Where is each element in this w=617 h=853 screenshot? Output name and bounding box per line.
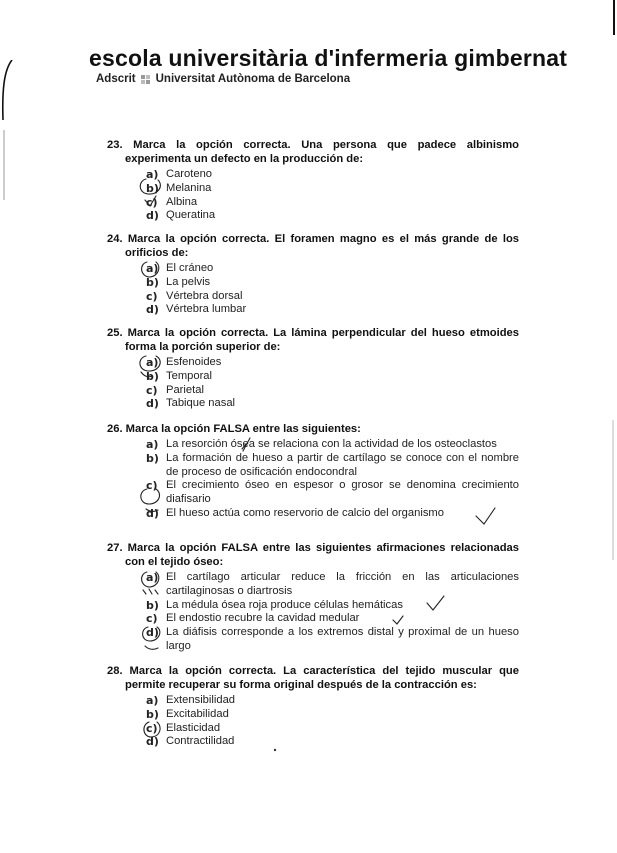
option-letter: c) [146,195,158,209]
school-name: escola universitària d'infermeria gimbernat [89,45,568,71]
question-23 [107,138,519,223]
option-c[interactable] [146,196,519,210]
option-d[interactable] [146,303,519,317]
option-letter: c) [146,289,158,303]
option-letter: a) [146,438,159,451]
option-text: Contractilidad [166,735,235,748]
option-text: Vértebra lumbar [166,303,247,316]
option-b[interactable] [146,276,519,290]
affiliation-prefix: Adscrit [96,73,136,85]
option-a[interactable] [146,262,519,276]
option-a[interactable] [146,694,519,708]
option-text: Parietal [166,383,204,396]
option-b[interactable] [146,182,519,196]
option-text: Vértebra dorsal [166,289,243,302]
option-letter: a) [146,262,159,275]
option-letter: b) [146,275,159,289]
option-a[interactable] [146,168,519,182]
option-c[interactable] [146,612,519,626]
option-c[interactable] [146,290,519,304]
option-text: El crecimiento óseo en espesor o grosor se denomina crecimiento diafisario [166,479,519,506]
option-d[interactable] [146,735,519,749]
option-text: Esfenoides [166,356,222,368]
question-26 [107,422,519,521]
question-text: 28. Marca la opción correcta. La característica del tejido muscular que permite recuperar su forma original después de la contracción es: [107,665,519,691]
option-text: Excitabilidad [166,707,229,720]
option-letter: d) [146,397,159,411]
option-letter: d) [146,506,159,520]
option-text: El hueso actúa como reservorio de calcio del organismo [166,506,444,519]
option-letter: b) [146,451,159,465]
document-header [89,46,567,85]
option-text: La resorción ósea se relaciona con la actividad de los osteoclastos [166,438,497,450]
option-text: Temporal [166,369,213,382]
scan-edge-left-lines [0,60,14,210]
option-text: Extensibilidad [166,694,236,706]
question-27 [107,541,519,654]
option-c[interactable] [146,384,519,398]
scan-edge-right [607,0,617,848]
university-logo-icon [140,74,152,85]
option-d[interactable] [146,209,519,223]
option-d[interactable] [146,507,519,521]
affiliation-name: Universitat Autònoma de Barcelona [155,73,351,85]
question-25 [107,326,519,411]
option-letter: b) [146,369,159,383]
option-list [107,438,519,521]
question-text: 26. Marca la opción FALSA entre las siguientes: [107,423,361,435]
option-text: Queratina [166,209,216,222]
option-text: Tabique nasal [166,397,236,410]
option-letter: d) [146,735,159,749]
option-letter: c) [146,383,158,397]
option-list [107,356,519,411]
option-b[interactable] [146,370,519,384]
option-letter: a) [146,571,159,584]
option-letter: c) [146,612,158,626]
option-letter: b) [146,181,159,195]
option-list [107,168,519,223]
option-letter: d) [146,626,159,640]
option-text: Melanina [166,181,212,194]
option-a[interactable] [146,356,519,370]
option-letter: a) [146,168,159,181]
option-d[interactable] [146,397,519,411]
option-list [107,262,519,317]
question-28 [107,664,519,749]
option-letter: a) [146,694,159,707]
question-24 [107,232,519,317]
option-c[interactable] [146,479,519,507]
option-text: Caroteno [166,168,213,180]
option-letter: a) [146,356,159,369]
option-text: El cráneo [166,262,214,274]
option-a[interactable] [146,571,519,599]
option-text: El cartílago articular reduce la fricción en las articulaciones cartilaginosas o diartrosis [166,571,519,597]
option-text: Elasticidad [166,721,221,734]
scan-edge-left [0,60,14,210]
option-letter: b) [146,598,159,612]
option-text: Albina [166,195,198,208]
option-list [107,571,519,654]
option-list [107,694,519,749]
option-a[interactable] [146,438,519,452]
option-c[interactable] [146,722,519,736]
option-letter: c) [146,479,158,493]
option-text: La formación de hueso a partir de cartílago se conoce con el nombre de proceso de osificación endocondral [166,451,519,478]
option-d[interactable] [146,626,519,654]
question-text: 25. Marca la opción correcta. La lámina perpendicular del hueso etmoides forma la porción superior de: [107,327,519,353]
option-text: La pelvis [166,275,211,288]
option-letter: d) [146,303,159,317]
option-b[interactable] [146,452,519,480]
option-b[interactable] [146,708,519,722]
option-letter: c) [146,721,158,735]
question-text: 27. Marca la opción FALSA entre las siguientes afirmaciones relacionadas con el tejido óseo: [107,542,519,568]
question-text: 23. Marca la opción correcta. Una persona que padece albinismo experimenta un defecto en la producción de: [107,139,519,165]
scan-edge-lines [607,0,617,848]
option-letter: b) [146,707,159,721]
option-text: La médula ósea roja produce células hemáticas [166,598,403,611]
option-text: El endostio recubre la cavidad medular [166,612,360,625]
option-letter: d) [146,209,159,223]
option-b[interactable] [146,599,519,613]
question-text: 24. Marca la opción correcta. El foramen magno es el más grande de los orificios de: [107,233,519,259]
affiliation-line [96,73,567,85]
option-text: La diáfisis corresponde a los extremos distal y proximal de un hueso largo [166,626,519,652]
